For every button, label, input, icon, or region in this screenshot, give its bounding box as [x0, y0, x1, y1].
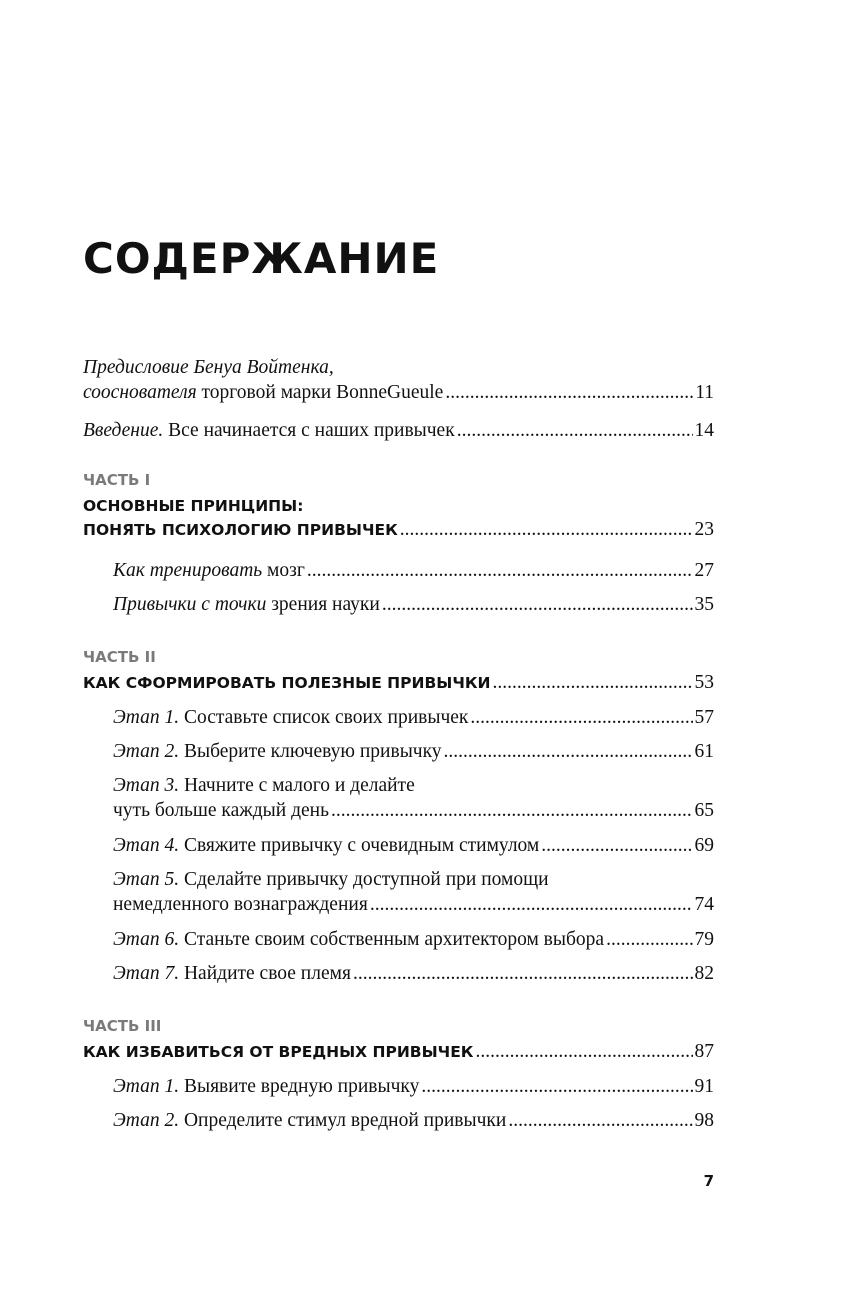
part-title-line: КАК ИЗБАВИТЬСЯ ОТ ВРЕДНЫХ ПРИВЫЧЕК — [83, 1043, 474, 1061]
entry-italic: Введение. — [83, 420, 164, 441]
entry-text: Составьте список своих привычек — [179, 707, 469, 728]
page-ref: 11 — [695, 382, 714, 403]
leader-dots — [382, 592, 693, 617]
entry-text: чуть больше каждый день — [113, 800, 329, 821]
toc-entry — [113, 592, 714, 617]
part-title-line: КАК СФОРМИРОВАТЬ ПОЛЕЗНЫЕ ПРИВЫЧКИ — [83, 674, 491, 692]
page-ref: 14 — [694, 420, 714, 441]
page-ref: 53 — [694, 672, 714, 693]
page-ref: 35 — [694, 594, 714, 615]
entry-text: Все начинается с наших привычек — [163, 420, 455, 441]
entry-text: Найдите свое племя — [179, 963, 351, 984]
entry-italic: Этап 3. — [113, 775, 180, 796]
entry-text: мозг — [262, 560, 305, 581]
entry-italic: Этап 5. — [113, 869, 180, 890]
toc-entry — [113, 961, 714, 986]
leader-dots — [400, 518, 693, 542]
entry-text: зрения науки — [266, 594, 380, 615]
entry-text: Сделайте привычку доступной при помощи — [179, 869, 549, 890]
page-ref: 23 — [694, 519, 714, 540]
toc-entry — [113, 705, 714, 730]
entry-text: Свяжите привычку с очевидным стимулом — [179, 835, 540, 856]
leader-dots — [353, 961, 693, 986]
part-label: ЧАСТЬ III — [83, 1017, 162, 1035]
entry-italic: Этап 4. — [113, 835, 180, 856]
entry-text: немедленного вознаграждения — [113, 894, 368, 915]
entry-italic: Этап 1. — [113, 1076, 180, 1097]
page-ref: 82 — [694, 963, 714, 984]
page-ref: 87 — [694, 1041, 714, 1062]
leader-dots — [493, 671, 693, 695]
toc-entry — [113, 739, 714, 764]
entry-italic: Этап 2. — [113, 741, 180, 762]
entry-text: Определите стимул вредной привычки — [179, 1110, 507, 1131]
entry-italic: Привычки с точки — [113, 594, 267, 615]
page-ref: 91 — [694, 1076, 714, 1097]
entry-italic: Этап 6. — [113, 929, 180, 950]
page-ref: 61 — [694, 741, 714, 762]
page-ref: 27 — [694, 560, 714, 581]
page-ref: 79 — [694, 929, 714, 950]
toc-entry — [113, 773, 714, 823]
page-number: 7 — [703, 1172, 714, 1190]
leader-dots — [475, 1040, 692, 1064]
toc-entry — [113, 1108, 714, 1133]
page-ref: 74 — [694, 894, 714, 915]
page-ref: 65 — [694, 800, 714, 821]
entry-text: Начните с малого и делайте — [179, 775, 415, 796]
part-label: ЧАСТЬ I — [83, 471, 151, 489]
toc-entry — [113, 833, 714, 858]
leader-dots — [370, 892, 693, 917]
leader-dots — [470, 705, 692, 730]
leader-dots — [457, 418, 693, 443]
leader-dots — [307, 558, 693, 583]
entry-text: Выявите вредную привычку — [179, 1076, 420, 1097]
leader-dots — [421, 1074, 692, 1099]
leader-dots — [606, 927, 692, 952]
toc-entry-introduction — [83, 418, 714, 443]
entry-italic: Предисловие Бенуа Войтенка, — [83, 357, 334, 378]
leader-dots — [445, 380, 693, 405]
entry-text: Выберите ключевую привычку — [179, 741, 442, 762]
part-title-line: ПОНЯТЬ ПСИХОЛОГИЮ ПРИВЫЧЕК — [83, 521, 398, 539]
part-title-line: ОСНОВНЫЕ ПРИНЦИПЫ: — [83, 497, 304, 515]
entry-italic: Этап 1. — [113, 707, 180, 728]
entry-italic: сооснователя — [83, 382, 197, 403]
entry-italic: Как тренировать — [113, 560, 263, 581]
leader-dots — [508, 1108, 692, 1133]
entry-italic: Этап 2. — [113, 1110, 180, 1131]
toc-entry-preface — [83, 355, 714, 405]
page-title: СОДЕРЖАНИЕ — [83, 234, 440, 283]
toc-entry — [113, 927, 714, 952]
leader-dots — [444, 739, 693, 764]
entry-italic: Этап 7. — [113, 963, 180, 984]
part-title — [83, 671, 714, 695]
page-ref: 98 — [694, 1110, 714, 1131]
leader-dots — [541, 833, 692, 858]
part-label: ЧАСТЬ II — [83, 648, 156, 666]
page-ref: 69 — [694, 835, 714, 856]
part-title — [83, 494, 714, 542]
part-title — [83, 1040, 714, 1064]
leader-dots — [331, 798, 693, 823]
toc-entry — [113, 558, 714, 583]
toc-entry — [113, 867, 714, 917]
page-ref: 57 — [694, 707, 714, 728]
toc-entry — [113, 1074, 714, 1099]
entry-text: торговой марки BonneGueule — [196, 382, 444, 403]
entry-text: Станьте своим собственным архитектором выбора — [179, 929, 605, 950]
